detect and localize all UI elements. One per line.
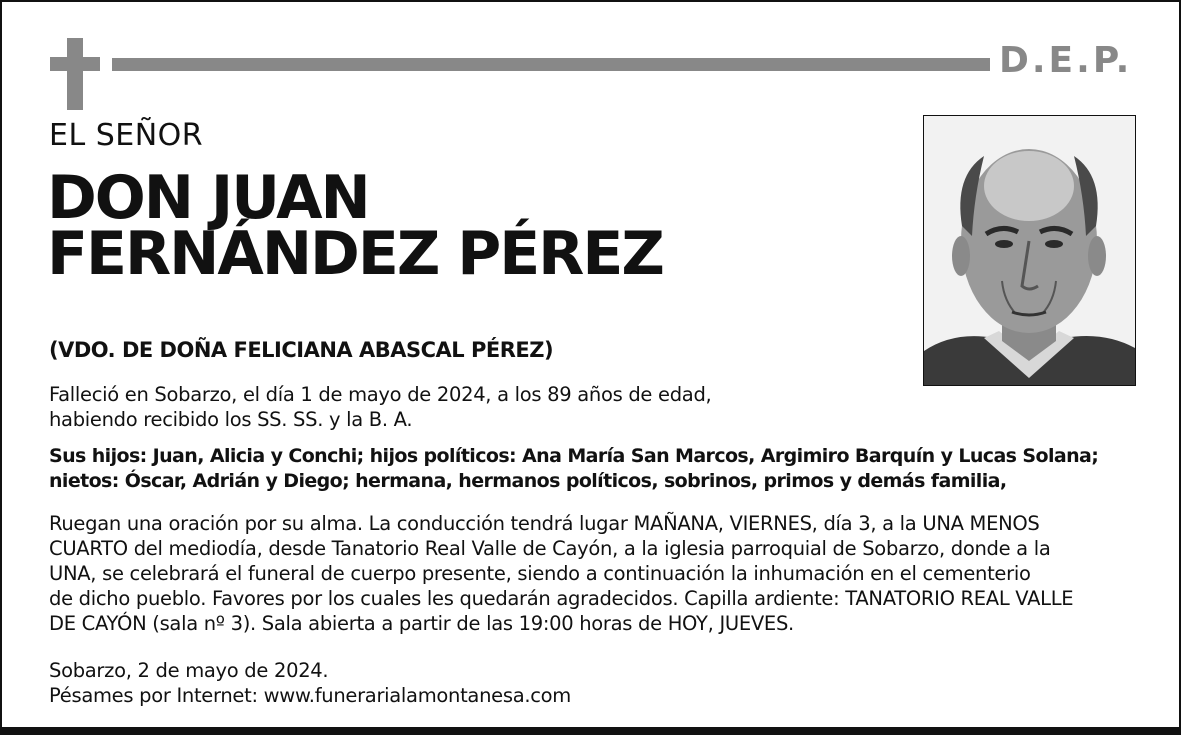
name-line-1: DON JUAN: [47, 163, 369, 233]
death-line-2: habiendo recibido los SS. SS. y la B. A.: [49, 408, 413, 431]
death-line-1: Falleció en Sobarzo, el día 1 de mayo de 2024, a los 89 años de edad,: [49, 383, 712, 406]
deceased-name: [47, 163, 663, 289]
family-line-2: nietos: Óscar, Adrián y Diego; hermana, hermanos políticos, sobrinos, primos y demás familia,: [49, 470, 1007, 492]
portrait-image: [924, 116, 1135, 385]
header-rule: [112, 58, 990, 71]
dep-label: D.E.P.: [999, 40, 1133, 81]
latin-cross-icon: [50, 38, 100, 110]
name-line-2: FERNÁNDEZ PÉREZ: [47, 219, 663, 289]
honorific-label: EL SEÑOR: [49, 118, 204, 153]
widower-note: (VDO. DE DOÑA FELICIANA ABASCAL PÉREZ): [49, 338, 554, 362]
condolences-web: Pésames por Internet: www.funerarialamontanesa.com: [49, 684, 571, 707]
family-line-1: Sus hijos: Juan, Alicia y Conchi; hijos políticos: Ana María San Marcos, Argimiro Barquín y Lucas Solana;: [49, 445, 1099, 467]
service-line-1: Ruegan una oración por su alma. La conducción tendrá lugar MAÑANA, VIERNES, día 3, a la UNA MENOS: [49, 512, 1040, 535]
deceased-portrait: [923, 115, 1136, 386]
service-line-4: de dicho pueblo. Favores por los cuales les quedarán agradecidos. Capilla ardiente: TANATORIO REAL VALLE: [49, 587, 1074, 610]
death-details: [49, 382, 711, 432]
service-details: [49, 511, 1149, 636]
place-date: Sobarzo, 2 de mayo de 2024.: [49, 659, 329, 682]
closing: [49, 658, 571, 708]
service-line-2: CUARTO del mediodía, desde Tanatorio Real Valle de Cayón, a la iglesia parroquial de Sobarzo, donde a la: [49, 537, 1051, 560]
service-line-5: DE CAYÓN (sala nº 3). Sala abierta a partir de las 19:00 horas de HOY, JUEVES.: [49, 612, 794, 635]
family-list: [49, 444, 1098, 494]
service-line-3: UNA, se celebrará el funeral de cuerpo presente, siendo a continuación la inhumación en el cementerio: [49, 562, 1031, 585]
